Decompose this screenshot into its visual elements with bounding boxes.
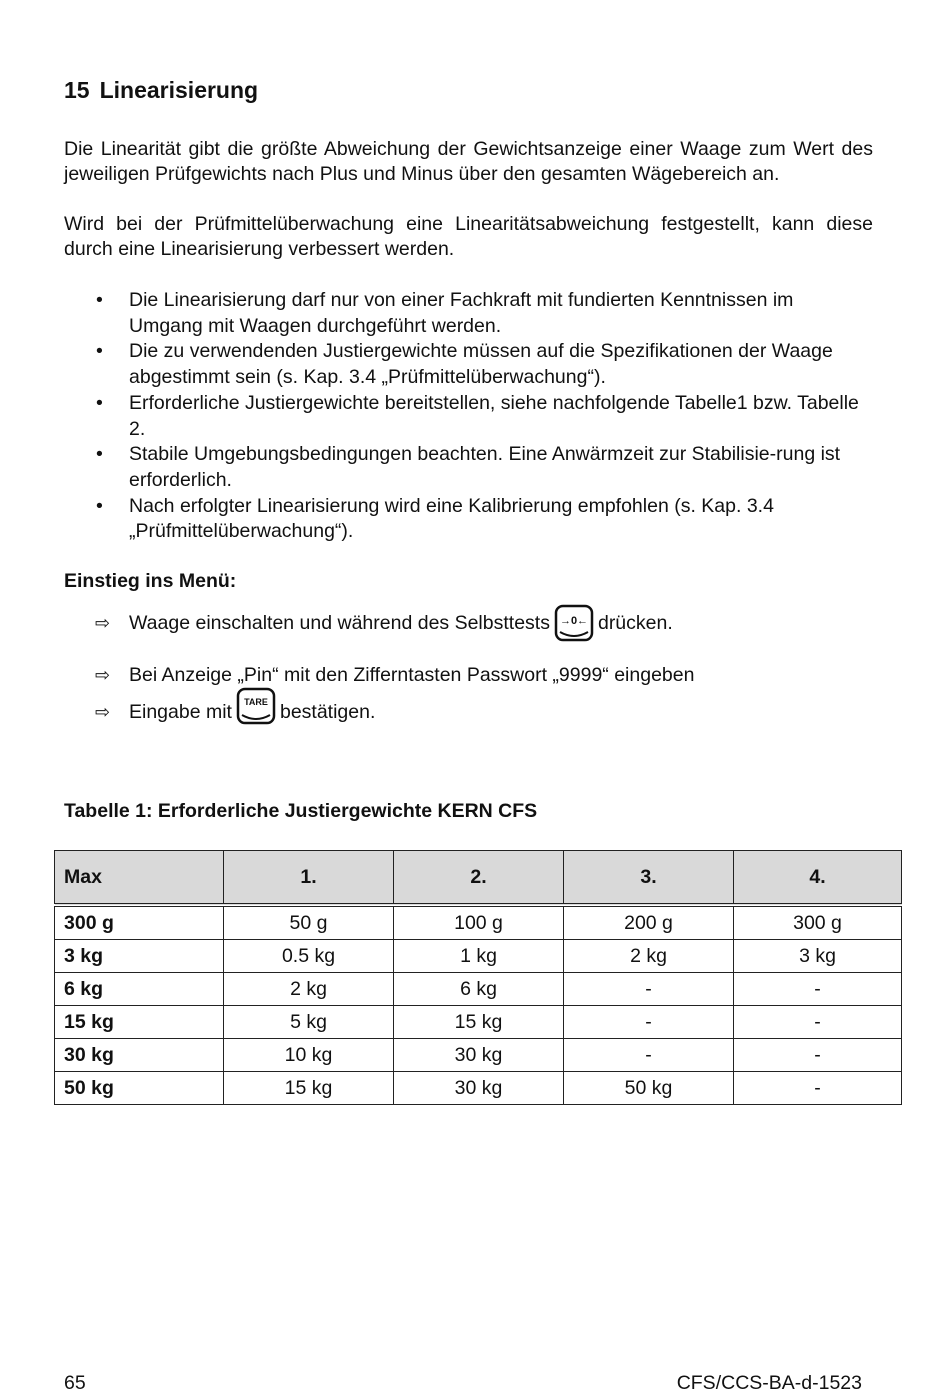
cell: 3 kg bbox=[55, 940, 224, 973]
step-3 bbox=[95, 699, 375, 725]
cell: - bbox=[734, 1072, 902, 1105]
cell: 15 kg bbox=[55, 1006, 224, 1039]
cell: 50 g bbox=[224, 905, 394, 940]
cell: - bbox=[564, 973, 734, 1006]
header-3: 3. bbox=[564, 851, 734, 906]
zero-key-icon bbox=[554, 604, 594, 642]
arrow-right-icon: ⇨ bbox=[95, 701, 111, 722]
step-3-after: bestätigen. bbox=[279, 700, 376, 723]
cell: 6 kg bbox=[55, 973, 224, 1006]
document-id: CFS/CCS-BA-d-1523 bbox=[676, 1372, 862, 1394]
header-1: 1. bbox=[224, 851, 394, 906]
list-item: • Die zu verwendenden Justiergewichte müssen auf die Spezifikationen der Waage abgestimmt sein (s. Kap. 3.4 „Prüfmittelüberwachung“). bbox=[64, 339, 864, 390]
section-title bbox=[64, 77, 258, 104]
cell: - bbox=[564, 1006, 734, 1039]
cell: 100 g bbox=[394, 905, 564, 940]
cell: 2 kg bbox=[224, 973, 394, 1006]
list-item: • Nach erfolgter Linearisierung wird eine Kalibrierung empfohlen (s. Kap. 3.4 „Prüfmittelüberwachung“). bbox=[64, 494, 864, 545]
cell: 50 kg bbox=[564, 1072, 734, 1105]
cell: 30 kg bbox=[394, 1039, 564, 1072]
step-2 bbox=[95, 664, 694, 687]
cell: 300 g bbox=[734, 905, 902, 940]
step-1 bbox=[95, 604, 673, 642]
cell: - bbox=[734, 1006, 902, 1039]
step-1-text: Waage einschalten und während des Selbsttests bbox=[129, 611, 550, 634]
intro-paragraph-1: Die Linearität gibt die größte Abweichung der Gewichtsanzeige einer Waage zum Wert des jeweiligen Prüfgewichts nach Plus und Minus über den gesamten Wägebereich an. bbox=[64, 138, 873, 185]
svg-text:→0←: →0← bbox=[559, 615, 589, 627]
arrow-right-icon: ⇨ bbox=[95, 612, 111, 633]
list-item: • Stabile Umgebungsbedingungen beachten. Eine Anwärmzeit zur Stabilisie-rung ist erforderlich. bbox=[64, 442, 864, 493]
intro-paragraph-2: Wird bei der Prüfmittelüberwachung eine Linearitätsabweichung festgestellt, kann diese durch eine Linearisierung verbessert werden. bbox=[64, 213, 873, 260]
arrow-right-icon: ⇨ bbox=[95, 665, 111, 685]
cell: 200 g bbox=[564, 905, 734, 940]
section-number: 15 bbox=[64, 77, 90, 103]
table-row bbox=[55, 1072, 902, 1105]
table-row bbox=[55, 973, 902, 1006]
header-4: 4. bbox=[734, 851, 902, 906]
page-number: 65 bbox=[64, 1372, 86, 1394]
cell: 6 kg bbox=[394, 973, 564, 1006]
header-max: Max bbox=[55, 851, 224, 906]
cell: 15 kg bbox=[394, 1006, 564, 1039]
menu-heading: Einstieg ins Menü: bbox=[64, 570, 237, 592]
step-2-text: Bei Anzeige „Pin“ mit den Zifferntasten Passwort „9999“ eingeben bbox=[129, 664, 695, 686]
list-item: • Erforderliche Justiergewichte bereitstellen, siehe nachfolgende Tabelle1 bzw. Tabelle 2. bbox=[64, 391, 864, 442]
cell: 300 g bbox=[55, 905, 224, 940]
cell: 2 kg bbox=[564, 940, 734, 973]
requirements-list bbox=[64, 288, 864, 545]
cell: - bbox=[564, 1039, 734, 1072]
step-3-text: Eingabe mit bbox=[129, 700, 232, 723]
table-row bbox=[55, 1006, 902, 1039]
cell: 1 kg bbox=[394, 940, 564, 973]
step-1-after: drücken. bbox=[597, 611, 673, 634]
table-caption: Tabelle 1: Erforderliche Justiergewichte KERN CFS bbox=[64, 800, 538, 822]
tare-key-icon bbox=[236, 687, 276, 725]
cell: 50 kg bbox=[55, 1072, 224, 1105]
cell: 30 kg bbox=[55, 1039, 224, 1072]
cell: 5 kg bbox=[224, 1006, 394, 1039]
cell: - bbox=[734, 1039, 902, 1072]
cell: 3 kg bbox=[734, 940, 902, 973]
table-header-row bbox=[55, 851, 902, 906]
table-row bbox=[55, 1039, 902, 1072]
list-item: • Die Linearisierung darf nur von einer Fachkraft mit fundierten Kenntnissen im Umgang mit Waagen durchgeführt werden. bbox=[64, 288, 864, 339]
cell: - bbox=[734, 973, 902, 1006]
table-row bbox=[55, 940, 902, 973]
cell: 0.5 kg bbox=[224, 940, 394, 973]
svg-text:TARE: TARE bbox=[244, 697, 268, 707]
calibration-weights-table bbox=[54, 850, 902, 1105]
header-2: 2. bbox=[394, 851, 564, 906]
table-row bbox=[55, 905, 902, 940]
section-heading: Linearisierung bbox=[99, 77, 259, 103]
cell: 30 kg bbox=[394, 1072, 564, 1105]
cell: 10 kg bbox=[224, 1039, 394, 1072]
cell: 15 kg bbox=[224, 1072, 394, 1105]
